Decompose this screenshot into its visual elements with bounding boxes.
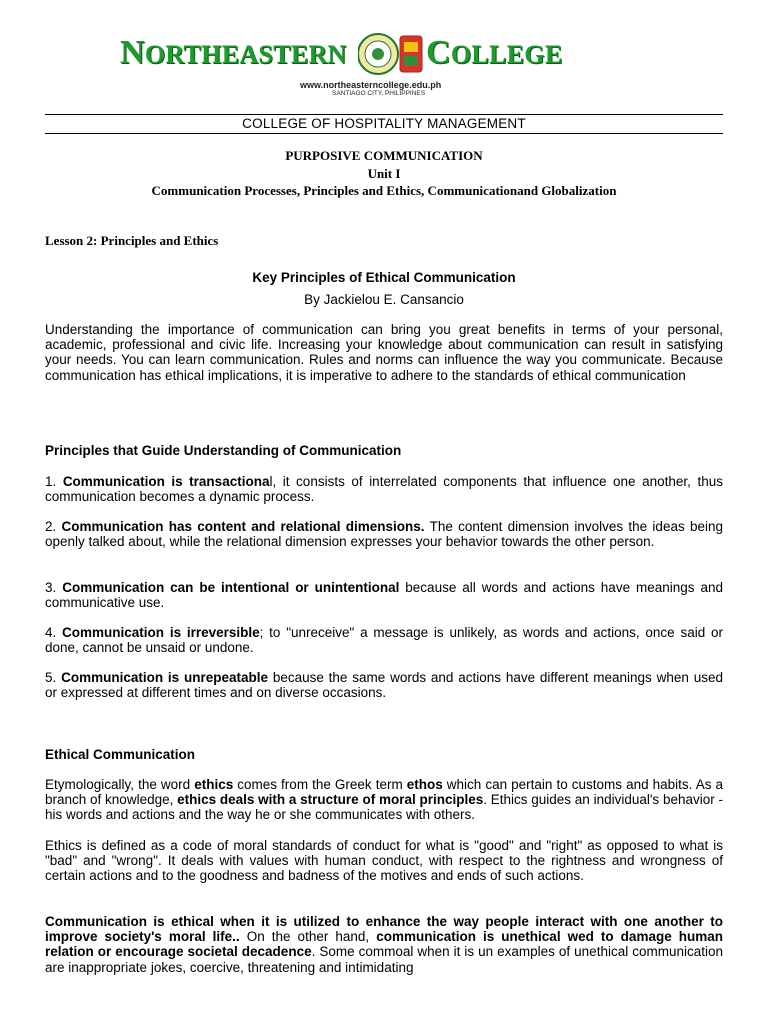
ethics-definition: ethics deals with a structure of moral principles [177, 792, 484, 808]
principle-number: 1. [45, 474, 63, 489]
principle-text: l, it consists of interrelated components that influence one another, thus communication becomes a dynamic process. [45, 474, 723, 505]
brand-right-initial: C [426, 34, 451, 71]
principle-bold: Communication is transactiona [62, 474, 270, 489]
principle-text: ; to "unreceive" a message is unlikely, as words and actions, once said or done, cannot be unsaid or undone. [45, 625, 724, 656]
unit-title: Communication Processes, Principles and Ethics, Communicationand Globalization [151, 183, 617, 198]
principle-number: 2. [45, 519, 62, 534]
principle-bold: Communication is irreversible [62, 625, 260, 640]
principle-item [45, 670, 723, 700]
principle-item [45, 474, 723, 504]
principle-item [45, 580, 723, 610]
principle-text: The content dimension involves the ideas being openly talked about, while the relational dimension expresses your behavior towards the other person. [45, 519, 723, 550]
ethics-paragraph-2: Ethics is defined as a code of moral standards of conduct for what is "good" and "right" as opposed to what is "bad" and "wrong". It deals with values with human conduct, with respect to the rightness and wrongness of certain actions and to the goodness and badness of the motives and ends of such actions. [45, 838, 723, 884]
principle-bold: Communication is unrepeatable [61, 670, 268, 685]
college-seal-icon [358, 30, 426, 78]
ethics-text: which can pertain to customs and habits. As a branch of knowledge, [45, 777, 724, 808]
principle-text: because all words and actions have meanings and communicative use. [45, 580, 723, 611]
principle-text: because the same words and actions have different meanings when used or expressed at different times and on diverse occasions. [45, 670, 723, 701]
lesson-title: Lesson 2: Principles and Ethics [45, 233, 219, 248]
author-line: By Jackielou E. Cansancio [304, 292, 464, 307]
principle-item [45, 519, 723, 549]
city-address: SANTIAGO CITY, PHILIPPINES [332, 90, 426, 97]
brand-left-initial: N [120, 34, 145, 71]
principles-heading: Principles that Guide Understanding of Communication [45, 443, 402, 458]
article-title: Key Principles of Ethical Communication [252, 270, 516, 285]
brand-left-rest: ORTHEASTERN [144, 40, 347, 69]
ethics-heading: Ethical Communication [45, 747, 196, 762]
unit-label: Unit I [367, 166, 401, 181]
college-name-left [120, 34, 347, 72]
ethos-term: ethos [406, 777, 443, 792]
ethical-statement: Communication is ethical when it is utilized to enhance the way people interact with one another to improve society's moral life.. [45, 914, 723, 945]
brand-right-rest: OLLEGE [450, 40, 563, 69]
ethics-text: On the other hand, [239, 929, 377, 945]
ethics-paragraph-1 [45, 777, 723, 823]
intro-paragraph: Understanding the importance of communication can bring you great benefits in terms of your personal, academic, professional and civic life. Increasing your knowledge about communication can result in satisfying your needs. You can learn communication. Rules and norms can influence the way you communicate. Because communication has ethical implications, it is imperative to adhere to the standards of ethical communication [45, 322, 723, 383]
principle-bold: Communication has content and relational dimensions. [61, 519, 425, 534]
course-title: PURPOSIVE COMMUNICATION [285, 148, 483, 163]
principle-number: 5. [45, 670, 62, 685]
principle-number: 4. [45, 625, 63, 640]
principle-item [45, 625, 723, 655]
website-url: www.northeasterncollege.edu.ph [300, 80, 442, 90]
principle-number: 3. [45, 580, 63, 595]
letterhead [120, 30, 580, 100]
ethics-text: comes from the Greek term [233, 777, 407, 792]
ethics-paragraph-3 [45, 914, 723, 975]
header-rule-bottom [45, 133, 723, 134]
department-name: COLLEGE OF HOSPITALITY MANAGEMENT [242, 116, 526, 131]
ethics-text: . Ethics guides an individual's behavior - his words and actions and the way he or she communicates with others. [45, 792, 723, 823]
header-rule-top [45, 114, 723, 115]
principle-bold: Communication can be intentional or unintentional [62, 580, 400, 595]
ethics-text: Etymologically, the word [45, 777, 195, 792]
unethical-statement: communication is unethical wed to damage human relation or encourage societal decadence [45, 929, 723, 960]
ethics-term: ethics [194, 777, 234, 792]
college-name-right [426, 34, 562, 72]
ethics-text: . Some commoal when it is un examples of unethical communication are inappropriate jokes, coercive, threatening and intimidating [45, 944, 723, 975]
